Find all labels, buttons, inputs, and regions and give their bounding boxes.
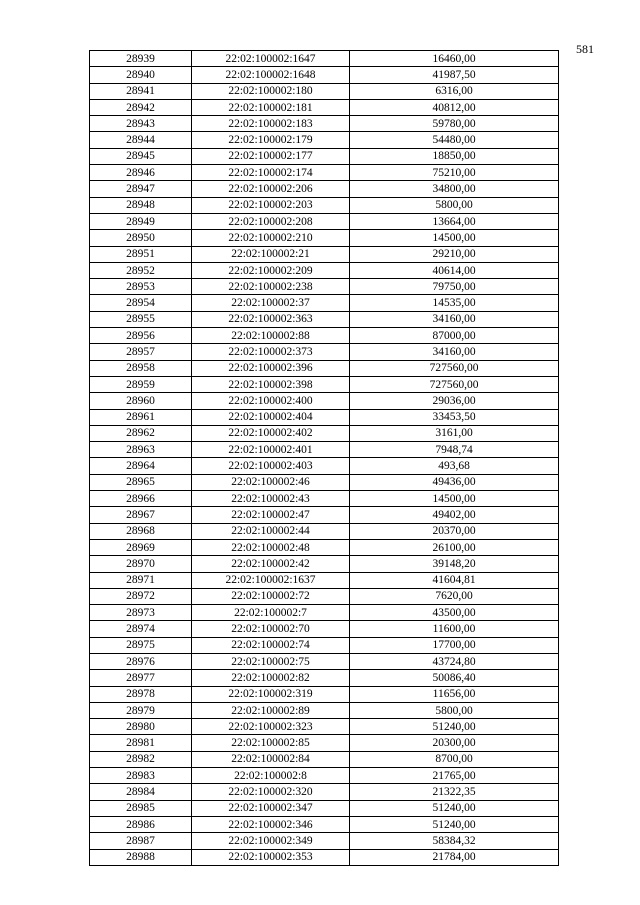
cadastral-number-cell: 22:02:100002:203 [192,197,350,213]
value-cell: 33453,50 [350,409,559,425]
value-cell: 493,68 [350,458,559,474]
value-cell: 14500,00 [350,491,559,507]
cadastral-number-cell: 22:02:100002:48 [192,539,350,555]
value-cell: 14500,00 [350,230,559,246]
value-cell: 50086,40 [350,670,559,686]
cadastral-number-cell: 22:02:100002:401 [192,442,350,458]
value-cell: 43724,80 [350,653,559,669]
table-row [90,719,559,735]
cadastral-number-cell: 22:02:100002:37 [192,295,350,311]
cadastral-number-cell: 22:02:100002:44 [192,523,350,539]
value-cell: 21322,35 [350,784,559,800]
cadastral-table [89,50,559,866]
row-number-cell: 28943 [90,116,192,132]
value-cell: 39148,20 [350,556,559,572]
row-number-cell: 28941 [90,83,192,99]
value-cell: 5800,00 [350,702,559,718]
row-number-cell: 28939 [90,51,192,67]
cadastral-number-cell: 22:02:100002:402 [192,425,350,441]
table-row [90,637,559,653]
table-row [90,311,559,327]
row-number-cell: 28988 [90,849,192,865]
cadastral-number-cell: 22:02:100002:319 [192,686,350,702]
row-number-cell: 28947 [90,181,192,197]
value-cell: 43500,00 [350,605,559,621]
table-row [90,148,559,164]
value-cell: 51240,00 [350,816,559,832]
table-row [90,539,559,555]
value-cell: 20370,00 [350,523,559,539]
cadastral-number-cell: 22:02:100002:75 [192,653,350,669]
table-row [90,474,559,490]
table-row [90,83,559,99]
value-cell: 20300,00 [350,735,559,751]
row-number-cell: 28951 [90,246,192,262]
table-row [90,132,559,148]
table-row [90,523,559,539]
table-row [90,735,559,751]
cadastral-number-cell: 22:02:100002:398 [192,376,350,392]
row-number-cell: 28972 [90,588,192,604]
table-row [90,213,559,229]
row-number-cell: 28966 [90,491,192,507]
value-cell: 29036,00 [350,393,559,409]
page-number: 581 [576,42,594,56]
row-number-cell: 28984 [90,784,192,800]
table-row [90,800,559,816]
row-number-cell: 28957 [90,344,192,360]
row-number-cell: 28944 [90,132,192,148]
value-cell: 8700,00 [350,751,559,767]
cadastral-number-cell: 22:02:100002:177 [192,148,350,164]
table-row [90,376,559,392]
table-row [90,653,559,669]
row-number-cell: 28953 [90,279,192,295]
value-cell: 727560,00 [350,360,559,376]
cadastral-number-cell: 22:02:100002:82 [192,670,350,686]
table-row [90,246,559,262]
row-number-cell: 28965 [90,474,192,490]
cadastral-number-cell: 22:02:100002:70 [192,621,350,637]
value-cell: 51240,00 [350,719,559,735]
cadastral-number-cell: 22:02:100002:7 [192,605,350,621]
cadastral-number-cell: 22:02:100002:174 [192,165,350,181]
cadastral-number-cell: 22:02:100002:209 [192,262,350,278]
cadastral-number-cell: 22:02:100002:1637 [192,572,350,588]
cadastral-number-cell: 22:02:100002:43 [192,491,350,507]
value-cell: 21784,00 [350,849,559,865]
table-row [90,670,559,686]
row-number-cell: 28948 [90,197,192,213]
row-number-cell: 28986 [90,816,192,832]
value-cell: 6316,00 [350,83,559,99]
row-number-cell: 28958 [90,360,192,376]
cadastral-number-cell: 22:02:100002:396 [192,360,350,376]
row-number-cell: 28960 [90,393,192,409]
value-cell: 59780,00 [350,116,559,132]
cadastral-number-cell: 22:02:100002:349 [192,833,350,849]
row-number-cell: 28970 [90,556,192,572]
cadastral-number-cell: 22:02:100002:181 [192,99,350,115]
table-row [90,458,559,474]
cadastral-number-cell: 22:02:100002:21 [192,246,350,262]
row-number-cell: 28987 [90,833,192,849]
row-number-cell: 28971 [90,572,192,588]
table-row [90,588,559,604]
value-cell: 58384,32 [350,833,559,849]
value-cell: 26100,00 [350,539,559,555]
cadastral-number-cell: 22:02:100002:1647 [192,51,350,67]
row-number-cell: 28974 [90,621,192,637]
table-row [90,768,559,784]
value-cell: 3161,00 [350,425,559,441]
row-number-cell: 28940 [90,67,192,83]
table-row [90,556,559,572]
table-row [90,181,559,197]
table-row [90,295,559,311]
value-cell: 13664,00 [350,213,559,229]
row-number-cell: 28956 [90,328,192,344]
value-cell: 5800,00 [350,197,559,213]
row-number-cell: 28963 [90,442,192,458]
cadastral-number-cell: 22:02:100002:363 [192,311,350,327]
row-number-cell: 28950 [90,230,192,246]
value-cell: 21765,00 [350,768,559,784]
table-row [90,686,559,702]
cadastral-number-cell: 22:02:100002:353 [192,849,350,865]
cadastral-number-cell: 22:02:100002:8 [192,768,350,784]
cadastral-number-cell: 22:02:100002:179 [192,132,350,148]
row-number-cell: 28980 [90,719,192,735]
row-number-cell: 28964 [90,458,192,474]
table-row [90,751,559,767]
cadastral-number-cell: 22:02:100002:373 [192,344,350,360]
cadastral-number-cell: 22:02:100002:323 [192,719,350,735]
cadastral-number-cell: 22:02:100002:46 [192,474,350,490]
cadastral-number-cell: 22:02:100002:74 [192,637,350,653]
cadastral-number-cell: 22:02:100002:346 [192,816,350,832]
table-row [90,393,559,409]
value-cell: 16460,00 [350,51,559,67]
table-row [90,262,559,278]
table-row [90,442,559,458]
cadastral-number-cell: 22:02:100002:47 [192,507,350,523]
table-row [90,605,559,621]
value-cell: 40614,00 [350,262,559,278]
table-row [90,425,559,441]
value-cell: 34160,00 [350,311,559,327]
value-cell: 11600,00 [350,621,559,637]
table-row [90,230,559,246]
row-number-cell: 28982 [90,751,192,767]
row-number-cell: 28975 [90,637,192,653]
value-cell: 34800,00 [350,181,559,197]
value-cell: 51240,00 [350,800,559,816]
table-row [90,344,559,360]
cadastral-number-cell: 22:02:100002:180 [192,83,350,99]
value-cell: 29210,00 [350,246,559,262]
row-number-cell: 28945 [90,148,192,164]
row-number-cell: 28978 [90,686,192,702]
value-cell: 11656,00 [350,686,559,702]
row-number-cell: 28969 [90,539,192,555]
value-cell: 79750,00 [350,279,559,295]
row-number-cell: 28976 [90,653,192,669]
value-cell: 49402,00 [350,507,559,523]
value-cell: 87000,00 [350,328,559,344]
table-row [90,849,559,865]
value-cell: 7620,00 [350,588,559,604]
value-cell: 54480,00 [350,132,559,148]
row-number-cell: 28981 [90,735,192,751]
table-body [90,51,559,866]
cadastral-number-cell: 22:02:100002:89 [192,702,350,718]
value-cell: 41987,50 [350,67,559,83]
row-number-cell: 28968 [90,523,192,539]
table-row [90,621,559,637]
value-cell: 14535,00 [350,295,559,311]
table-row [90,784,559,800]
cadastral-number-cell: 22:02:100002:84 [192,751,350,767]
cadastral-number-cell: 22:02:100002:208 [192,213,350,229]
row-number-cell: 28983 [90,768,192,784]
table-row [90,165,559,181]
table-row [90,328,559,344]
cadastral-number-cell: 22:02:100002:183 [192,116,350,132]
row-number-cell: 28961 [90,409,192,425]
value-cell: 7948,74 [350,442,559,458]
cadastral-number-cell: 22:02:100002:238 [192,279,350,295]
value-cell: 49436,00 [350,474,559,490]
row-number-cell: 28954 [90,295,192,311]
cadastral-number-cell: 22:02:100002:88 [192,328,350,344]
value-cell: 34160,00 [350,344,559,360]
cadastral-number-cell: 22:02:100002:42 [192,556,350,572]
table-row [90,279,559,295]
value-cell: 40812,00 [350,99,559,115]
cadastral-number-cell: 22:02:100002:210 [192,230,350,246]
row-number-cell: 28952 [90,262,192,278]
row-number-cell: 28985 [90,800,192,816]
value-cell: 18850,00 [350,148,559,164]
row-number-cell: 28946 [90,165,192,181]
table-row [90,99,559,115]
cadastral-number-cell: 22:02:100002:72 [192,588,350,604]
row-number-cell: 28979 [90,702,192,718]
value-cell: 41604,81 [350,572,559,588]
table-row [90,702,559,718]
table-row [90,409,559,425]
row-number-cell: 28977 [90,670,192,686]
cadastral-number-cell: 22:02:100002:404 [192,409,350,425]
row-number-cell: 28942 [90,99,192,115]
row-number-cell: 28973 [90,605,192,621]
cadastral-number-cell: 22:02:100002:85 [192,735,350,751]
row-number-cell: 28962 [90,425,192,441]
table-row [90,360,559,376]
table-row [90,116,559,132]
row-number-cell: 28955 [90,311,192,327]
table-row [90,572,559,588]
table-row [90,491,559,507]
cadastral-number-cell: 22:02:100002:400 [192,393,350,409]
table-row [90,816,559,832]
cadastral-number-cell: 22:02:100002:320 [192,784,350,800]
cadastral-number-cell: 22:02:100002:1648 [192,67,350,83]
value-cell: 75210,00 [350,165,559,181]
table-row [90,833,559,849]
value-cell: 17700,00 [350,637,559,653]
table-row [90,51,559,67]
table-row [90,197,559,213]
cadastral-number-cell: 22:02:100002:206 [192,181,350,197]
row-number-cell: 28967 [90,507,192,523]
row-number-cell: 28949 [90,213,192,229]
row-number-cell: 28959 [90,376,192,392]
cadastral-number-cell: 22:02:100002:347 [192,800,350,816]
table-row [90,507,559,523]
value-cell: 727560,00 [350,376,559,392]
cadastral-number-cell: 22:02:100002:403 [192,458,350,474]
table-row [90,67,559,83]
